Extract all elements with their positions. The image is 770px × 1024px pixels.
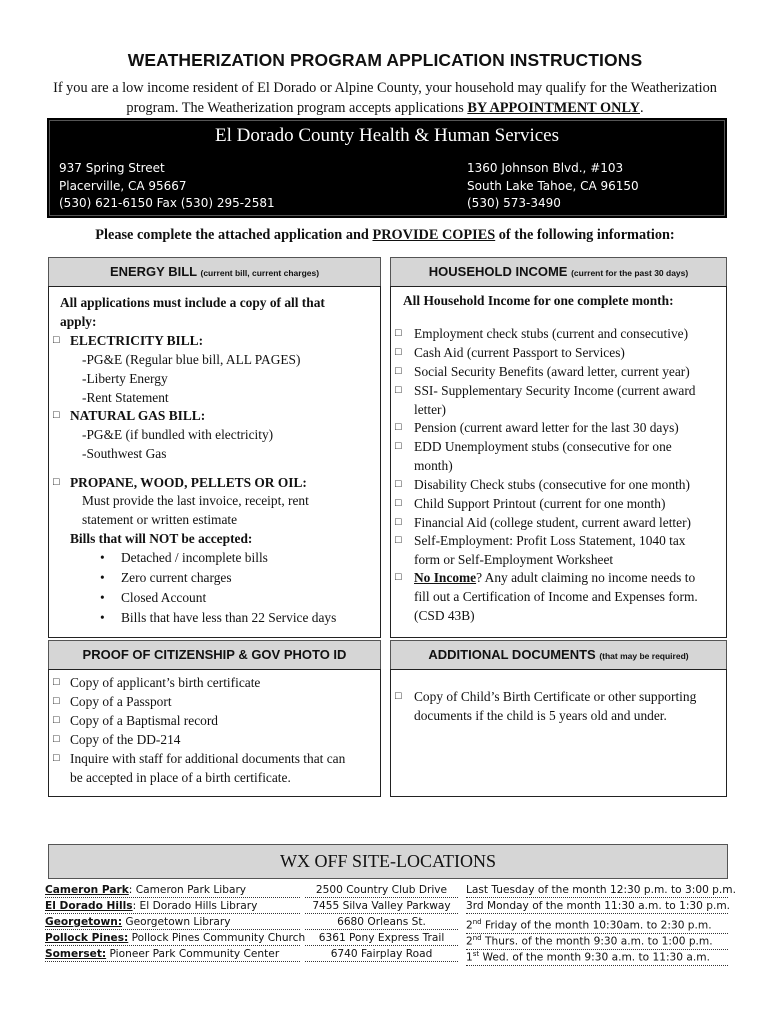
electricity-item: -PG&E (Regular blue bill, ALL PAGES): [82, 352, 301, 367]
income-item: letter): [414, 402, 446, 417]
energy-bill-header: [48, 257, 381, 287]
location-area: El Dorado Hills: [45, 900, 133, 912]
income-item: Financial Aid (college student, current award letter): [414, 515, 692, 530]
not-accepted-item: Bills that have less than 22 Service days: [121, 610, 337, 625]
bullet-icon: •: [100, 550, 105, 565]
citizenship-item: Copy of a Baptismal record: [70, 713, 219, 728]
citizenship-item: Inquire with staff for additional documents that can: [70, 751, 346, 766]
income-item: Child Support Printout (current for one month): [414, 496, 666, 511]
energy-bill-note: (current bill, current charges): [200, 268, 320, 278]
household-income-note: (current for the past 30 days): [571, 268, 689, 278]
location-address: 7455 Silva Valley Parkway: [305, 899, 458, 914]
additional-documents-header: [390, 640, 727, 670]
checkbox-icon: □: [395, 571, 402, 583]
provide-copies-text: PROVIDE COPIES: [372, 227, 496, 243]
instructions-line: [0, 227, 770, 244]
location-name: [45, 931, 306, 946]
checkbox-icon: □: [395, 365, 402, 377]
checkbox-icon: □: [395, 516, 402, 528]
bullet-icon: •: [100, 590, 105, 605]
agency-name: El Dorado County Health & Human Services: [214, 125, 560, 146]
income-item: Social Security Benefits (award letter, current year): [414, 364, 690, 379]
location-schedule: [466, 947, 728, 966]
agency-box: [47, 118, 727, 218]
gas-item: -PG&E (if bundled with electricity): [82, 427, 274, 442]
checkbox-icon: □: [395, 534, 402, 546]
schedule-ordinal-suffix: nd: [472, 934, 482, 942]
income-item: Self-Employment: Profit Loss Statement, 1040 tax: [414, 533, 686, 548]
checkbox-icon: □: [395, 440, 402, 452]
location-area: Somerset:: [45, 948, 107, 960]
intro-line-2: program. The Weatherization program accepts applications: [126, 100, 468, 116]
no-income-rest: ? Any adult claiming no income needs to: [476, 570, 696, 585]
energy-intro-1: All applications must include a copy of all that: [60, 295, 325, 310]
appointment-only-text: BY APPOINTMENT ONLY: [467, 100, 640, 116]
not-accepted-item: Zero current charges: [121, 570, 232, 585]
address-line: 937 Spring Street: [59, 161, 165, 175]
no-income-label: No Income: [414, 570, 477, 585]
household-income-header: [390, 257, 727, 287]
location-address: 6680 Orleans St.: [305, 915, 458, 930]
address-line: (530) 621-6150 Fax (530) 295-2581: [59, 196, 275, 210]
checkbox-icon: □: [395, 497, 402, 509]
household-income-title: HOUSEHOLD INCOME: [428, 264, 568, 279]
citizenship-header: PROOF OF CITIZENSHIP & GOV PHOTO ID: [48, 640, 381, 670]
additional-documents-note: (that may be required): [599, 651, 689, 661]
location-address: 6361 Pony Express Trail: [305, 931, 458, 946]
address-line: South Lake Tahoe, CA 96150: [467, 178, 639, 193]
checkbox-icon: □: [53, 733, 60, 745]
location-name: [45, 947, 300, 962]
income-item: Cash Aid (current Passport to Services): [414, 345, 625, 360]
schedule-text: Thurs. of the month 9:30 a.m. to 1:00 p.m.: [481, 935, 713, 948]
electricity-item: -Liberty Energy: [82, 371, 168, 386]
schedule-ordinal: 2: [466, 919, 473, 932]
agency-address-placerville: [59, 160, 275, 213]
location-name: [45, 883, 300, 898]
location-venue: : El Dorado Hills Library: [132, 900, 258, 912]
checkbox-icon: □: [53, 409, 60, 421]
location-area: Pollock Pines:: [45, 932, 129, 944]
schedule-ordinal-suffix: st: [472, 950, 480, 958]
location-venue: : Cameron Park Libary: [128, 884, 247, 896]
energy-bill-title: ENERGY BILL: [109, 264, 197, 279]
location-venue: Pioneer Park Community Center: [106, 948, 280, 960]
bullet-icon: •: [100, 570, 105, 585]
intro-text: [40, 78, 730, 118]
schedule-text: Wed. of the month 9:30 a.m. to 11:30 a.m.: [479, 951, 710, 964]
checkbox-icon: □: [395, 690, 402, 702]
location-name: [45, 915, 300, 930]
citizenship-item: Copy of a Passport: [70, 694, 172, 709]
income-item: EDD Unemployment stubs (consecutive for one: [414, 439, 672, 454]
citizenship-item: Copy of applicant’s birth certificate: [70, 675, 261, 690]
additional-line-1: Copy of Child’s Birth Certificate or other supporting: [414, 689, 697, 704]
citizenship-item: Copy of the DD-214: [70, 732, 181, 747]
checkbox-icon: □: [53, 695, 60, 707]
schedule-text: 3rd Monday of the month 11:30 a.m. to 1:30 p.m.: [466, 900, 731, 912]
propane-label: PROPANE, WOOD, PELLETS OR OIL:: [70, 475, 307, 490]
checkbox-icon: □: [53, 334, 60, 346]
income-item: month): [414, 458, 453, 473]
checkbox-icon: □: [395, 327, 402, 339]
location-address: 2500 Country Club Drive: [305, 883, 458, 898]
checkbox-icon: □: [53, 752, 60, 764]
schedule-ordinal: 1: [466, 951, 473, 964]
electricity-bill-label: ELECTRICITY BILL:: [70, 333, 204, 348]
no-income-line-3: (CSD 43B): [414, 608, 475, 623]
household-income-intro: All Household Income for one complete month:: [403, 293, 674, 308]
additional-documents-title: ADDITIONAL DOCUMENTS: [428, 647, 596, 662]
no-income-line: [414, 568, 695, 587]
electricity-item: -Rent Statement: [82, 390, 169, 405]
income-item: form or Self-Employment Worksheet: [414, 552, 614, 567]
location-venue: Pollock Pines Community Church: [128, 932, 306, 944]
citizenship-item-cont: be accepted in place of a birth certificate.: [70, 770, 291, 785]
location-venue: Georgetown Library: [122, 916, 231, 928]
agency-address-south-lake-tahoe: [467, 160, 639, 213]
not-accepted-label: Bills that will NOT be accepted:: [70, 531, 253, 546]
location-area: Cameron Park: [45, 884, 129, 896]
energy-intro-2: apply:: [60, 314, 97, 329]
checkbox-icon: □: [395, 384, 402, 396]
instructions-post: of the following information:: [495, 227, 675, 243]
not-accepted-item: Detached / incomplete bills: [121, 550, 268, 565]
checkbox-icon: □: [395, 421, 402, 433]
schedule-text: Friday of the month 10:30am. to 2:30 p.m.: [481, 919, 712, 932]
address-line: Placerville, CA 95667: [59, 178, 187, 193]
propane-text-2: statement or written estimate: [82, 512, 238, 527]
propane-text-1: Must provide the last invoice, receipt, rent: [82, 493, 309, 508]
schedule-ordinal: 2: [466, 935, 473, 948]
location-schedule: [466, 883, 736, 898]
income-item: SSI- Supplementary Security Income (current award: [414, 383, 696, 398]
instructions-pre: Please complete the attached application and: [95, 227, 373, 243]
bullet-icon: •: [100, 610, 105, 625]
intro-end: .: [640, 100, 644, 116]
location-name: [45, 899, 300, 914]
location-area: Georgetown:: [45, 916, 123, 928]
address-line: 1360 Johnson Blvd., #103: [467, 161, 624, 175]
page-title: WEATHERIZATION PROGRAM APPLICATION INSTRUCTIONS: [127, 50, 643, 70]
income-item: Pension (current award letter for the last 30 days): [414, 420, 679, 435]
schedule-ordinal-suffix: nd: [472, 918, 482, 926]
intro-line-1: If you are a low income resident of El Dorado or Alpine County, your household may qualify for the Weatherization: [53, 80, 717, 96]
checkbox-icon: □: [395, 346, 402, 358]
checkbox-icon: □: [395, 478, 402, 490]
address-line: (530) 573-3490: [467, 196, 561, 210]
gas-item: -Southwest Gas: [82, 446, 167, 461]
income-item: Employment check stubs (current and consecutive): [414, 326, 689, 341]
natural-gas-bill-label: NATURAL GAS BILL:: [70, 408, 206, 423]
location-address: 6740 Fairplay Road: [305, 947, 458, 962]
wx-locations-header: WX OFF SITE-LOCATIONS: [48, 844, 728, 879]
additional-line-2: documents if the child is 5 years old and under.: [414, 708, 667, 723]
checkbox-icon: □: [53, 714, 60, 726]
location-schedule: [466, 899, 731, 914]
no-income-line-2: fill out a Certification of Income and Expenses form.: [414, 589, 698, 604]
checkbox-icon: □: [53, 676, 60, 688]
not-accepted-item: Closed Account: [121, 590, 207, 605]
checkbox-icon: □: [53, 476, 60, 488]
schedule-text: Last Tuesday of the month 12:30 p.m. to 3:00 p.m.: [466, 884, 736, 896]
income-item: Disability Check stubs (consecutive for one month): [414, 477, 690, 492]
